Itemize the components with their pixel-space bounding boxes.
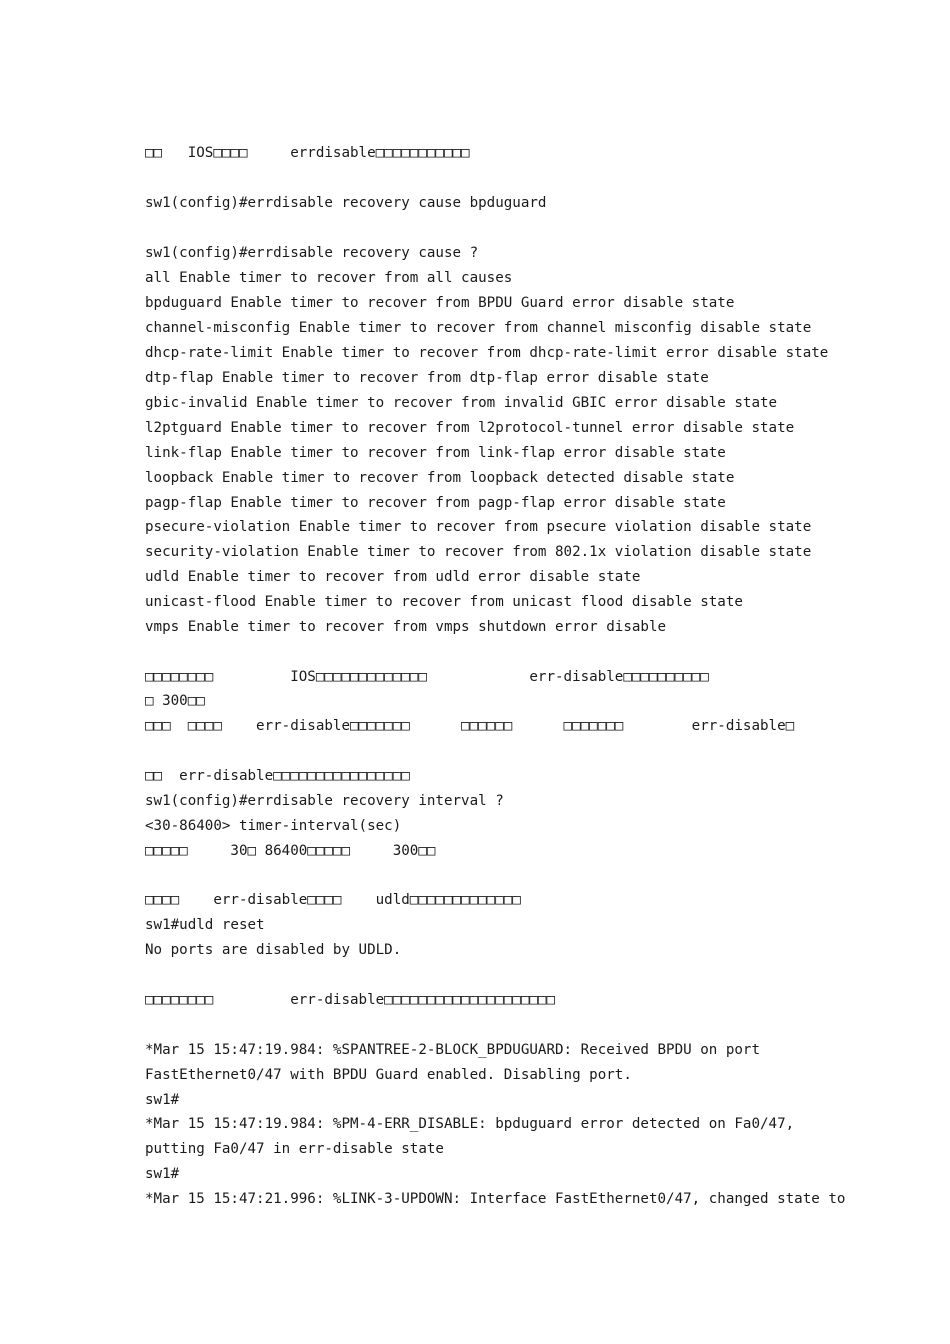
- text-line: dtp-flap Enable timer to recover from dtp-flap error disable state: [145, 370, 709, 386]
- text-line: □□□□□ 30□ 86400□□□□□ 300□□: [145, 843, 436, 859]
- text-line: □□□□□□□□ err-disable□□□□□□□□□□□□□□□□□□□□: [145, 992, 555, 1008]
- text-line: putting Fa0/47 in err-disable state: [145, 1141, 444, 1157]
- text-line: dhcp-rate-limit Enable timer to recover from dhcp-rate-limit error disable state: [145, 345, 829, 361]
- text-line: □□ err-disable□□□□□□□□□□□□□□□□: [145, 768, 410, 784]
- text-line: sw1(config)#errdisable recovery cause ?: [145, 245, 479, 261]
- text-line: channel-misconfig Enable timer to recover from channel misconfig disable state: [145, 320, 812, 336]
- text-line: *Mar 15 15:47:21.996: %LINK-3-UPDOWN: Interface FastEthernet0/47, changed state to: [145, 1191, 846, 1207]
- text-line: □ 300□□: [145, 693, 205, 709]
- text-line: loopback Enable timer to recover from loopback detected disable state: [145, 470, 735, 486]
- text-line: sw1(config)#errdisable recovery cause bpduguard: [145, 195, 547, 211]
- text-line: pagp-flap Enable timer to recover from pagp-flap error disable state: [145, 495, 726, 511]
- text-line: all Enable timer to recover from all causes: [145, 270, 513, 286]
- text-line: link-flap Enable timer to recover from link-flap error disable state: [145, 445, 726, 461]
- text-line: psecure-violation Enable timer to recover from psecure violation disable state: [145, 519, 812, 535]
- text-line: □□ IOS□□□□ errdisable□□□□□□□□□□□: [145, 145, 470, 161]
- text-line: l2ptguard Enable timer to recover from l2protocol-tunnel error disable state: [145, 420, 795, 436]
- text-line: vmps Enable timer to recover from vmps shutdown error disable: [145, 619, 667, 635]
- text-line: *Mar 15 15:47:19.984: %PM-4-ERR_DISABLE: bpduguard error detected on Fa0/47,: [145, 1116, 795, 1132]
- text-line: sw1#: [145, 1166, 180, 1182]
- text-line: sw1#: [145, 1092, 180, 1108]
- text-line: <30-86400> timer-interval(sec): [145, 818, 402, 834]
- text-line: udld Enable timer to recover from udld error disable state: [145, 569, 641, 585]
- text-line: security-violation Enable timer to recover from 802.1x violation disable state: [145, 544, 812, 560]
- text-line: □□□ □□□□ err-disable□□□□□□□ □□□□□□ □□□□□□□ err-disable□: [145, 718, 795, 734]
- text-line: unicast-flood Enable timer to recover from unicast flood disable state: [145, 594, 743, 610]
- text-line: □□□□□□□□ IOS□□□□□□□□□□□□□ err-disable□□□□□□□□□□: [145, 669, 709, 685]
- text-line: □□□□ err-disable□□□□ udld□□□□□□□□□□□□□: [145, 892, 521, 908]
- text-line: gbic-invalid Enable timer to recover from invalid GBIC error disable state: [145, 395, 778, 411]
- text-line: bpduguard Enable timer to recover from BPDU Guard error disable state: [145, 295, 735, 311]
- text-line: *Mar 15 15:47:19.984: %SPANTREE-2-BLOCK_BPDUGUARD: Received BPDU on port: [145, 1042, 760, 1058]
- text-line: sw1(config)#errdisable recovery interval ?: [145, 793, 504, 809]
- text-line: sw1#udld reset: [145, 917, 265, 933]
- text-line: FastEthernet0/47 with BPDU Guard enabled. Disabling port.: [145, 1067, 632, 1083]
- text-line: No ports are disabled by UDLD.: [145, 942, 402, 958]
